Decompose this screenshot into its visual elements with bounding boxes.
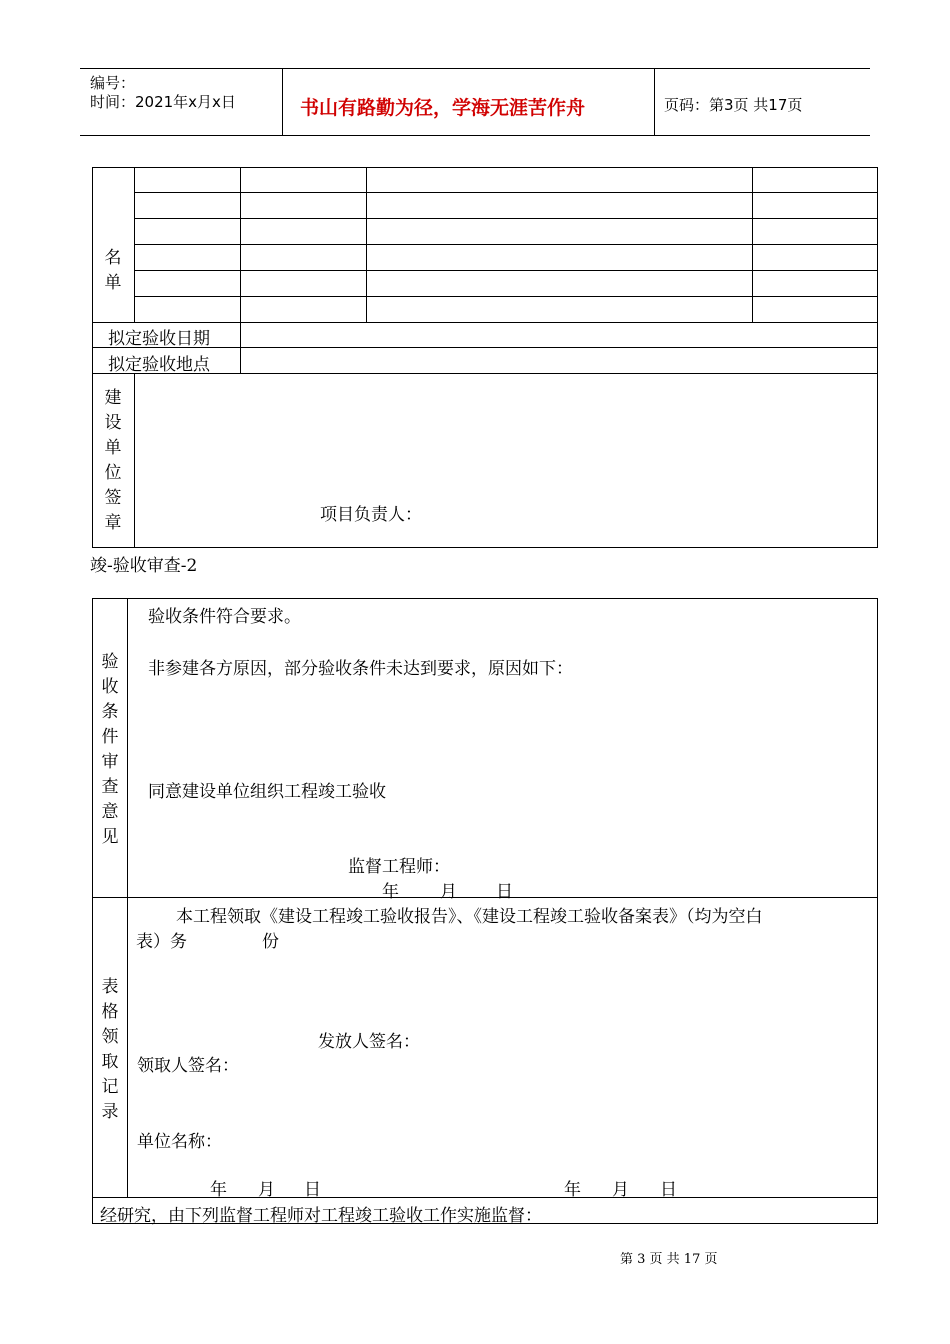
issue-date-month: 月 xyxy=(612,1180,629,1200)
review-option-approve: 同意建设单位组织工程竣工验收 xyxy=(148,782,386,802)
review-option-conditions-unmet: 非参建各方原因，部分验收条件未达到要求，原因如下： xyxy=(148,659,573,679)
supervision-statement: 经研究，由下列监督工程师对工程竣工验收工作实施监督： xyxy=(100,1206,542,1226)
receive-date-month: 月 xyxy=(258,1180,275,1200)
section-title: 竣-验收审查-2 xyxy=(90,556,198,576)
unit-name-label: 单位名称： xyxy=(137,1132,222,1152)
supervisor-engineer-label: 监督工程师： xyxy=(348,857,450,877)
receive-date-day: 日 xyxy=(304,1180,321,1200)
page-footer: 第 3 页 共 17 页 xyxy=(620,1252,718,1267)
header-motto: 书山有路勤为径，学海无涯苦作舟 xyxy=(300,97,586,119)
builder-sign-label: 建 设 单 位 签 章 xyxy=(104,388,122,533)
issue-date-year: 年 xyxy=(564,1180,581,1200)
review-option-conditions-met: 验收条件符合要求。 xyxy=(148,607,301,627)
forms-record-label: 表 格 领 取 记 录 xyxy=(101,977,119,1122)
document-number-label: 编号： xyxy=(90,74,136,92)
forms-text-line2-a: 表）务 xyxy=(136,932,187,952)
names-label: 名 单 xyxy=(104,248,122,293)
forms-text-line1: 本工程领取《建设工程竣工验收报告》、《建设工程竣工验收备案表》（均为空白 xyxy=(176,907,763,927)
review-date-month: 月 xyxy=(440,882,457,902)
issuer-signature-label: 发放人签名： xyxy=(318,1032,420,1052)
receive-date-year: 年 xyxy=(210,1180,227,1200)
issue-date-day: 日 xyxy=(660,1180,677,1200)
planned-place-label: 拟定验收地点 xyxy=(108,355,210,375)
receiver-signature-label: 领取人签名： xyxy=(137,1056,239,1076)
forms-text-line2-b: 份 xyxy=(262,932,279,952)
document-time-label: 时间：2021年x月x日 xyxy=(90,93,236,111)
review-opinion-label: 验 收 条 件 审 查 意 见 xyxy=(101,652,119,847)
planned-date-label: 拟定验收日期 xyxy=(108,329,210,349)
review-date-year: 年 xyxy=(382,882,399,902)
project-leader-label: 项目负责人： xyxy=(320,505,422,525)
header-page-info: 页码：第3页 共17页 xyxy=(664,96,803,114)
review-date-day: 日 xyxy=(496,882,513,902)
